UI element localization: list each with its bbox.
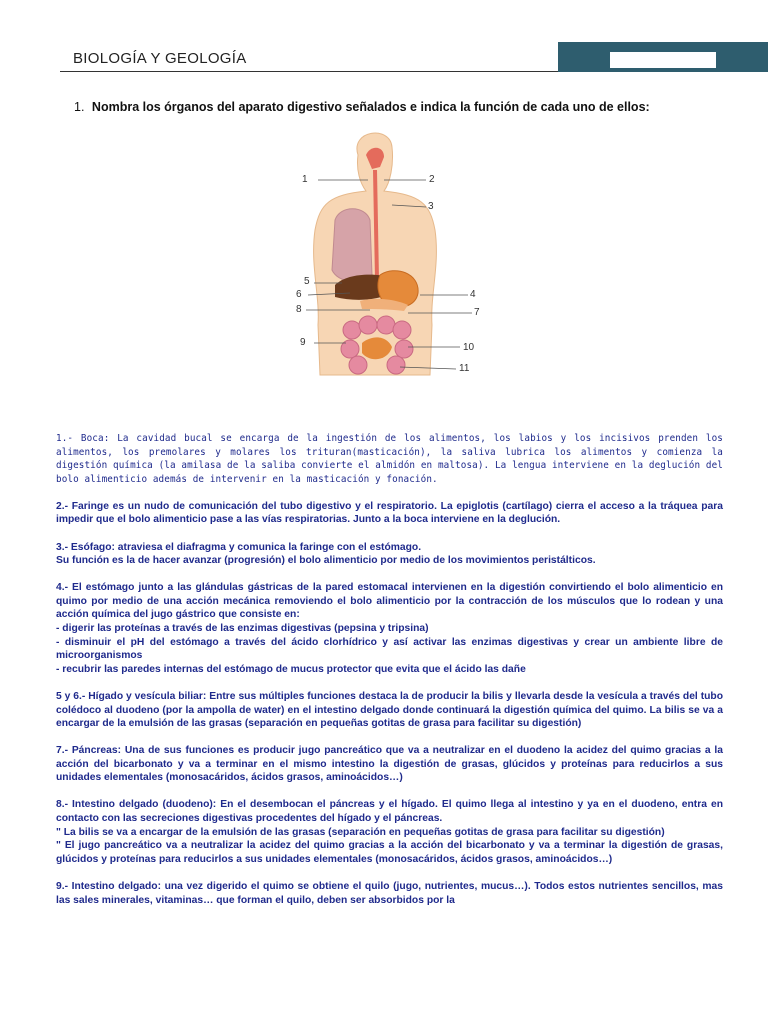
diagram-label-4: 4 (470, 289, 476, 300)
header-name-box (610, 52, 716, 68)
answer-4-bullet-3: - recubrir las paredes internas del estómago de mucus protector que evita que el ácido las dañe (56, 663, 526, 675)
answer-3 (56, 541, 723, 568)
diagram-label-5: 5 (304, 276, 310, 287)
diagram-label-7: 7 (474, 307, 480, 318)
answers-section (56, 432, 723, 921)
answer-5-6: 5 y 6.- Hígado y vesícula biliar: Entre sus múltiples funciones destaca la de producir la bilis y llevarla desde la vesícula a través del tubo colédoco al duodeno (por la ampolla de water) en el intestino delgado donde continuará la digestión química del quimo. La bilis se va a encargar de la emulsión de las grasas (separación en pequeñas gotitas de grasa para facilitar su digestión) (56, 690, 723, 730)
answer-8 (56, 798, 723, 866)
answer-2: 2.- Faringe es un nudo de comunicación del tubo digestivo y el respiratorio. La epiglotis (cartílago) cierra el acceso a la tráquea para impedir que el bolo alimenticio pase a las vías respiratorias. Junto a la boca interviene en la deglución. (56, 500, 723, 526)
answer-8-bullet-1: " La bilis se va a encargar de la emulsión de las grasas (separación en pequeñas gotitas de grasa para facilitar su digestión) (56, 826, 665, 838)
diagram-label-3: 3 (428, 201, 434, 212)
answer-4-bullet-1: - digerir las proteínas a través de las enzimas digestivas (pepsina y tripsina) (56, 623, 429, 635)
answer-4 (56, 581, 723, 676)
answer-4-bullet-2: - disminuir el pH del estómago a través del ácido clorhídrico y así activar las enzimas digestivas y crear un ambiente libre de microorganismos (56, 636, 723, 662)
answer-8-bullet-2: " El jugo pancreático va a neutralizar la acidez del quimo gracias a la acción del bicarbonato y va a terminar la digestión de grasas, glúcidos y proteínas para reducirlos a sus unidades elementales (monosacáridos, ácidos grasos, aminoácidos…) (56, 840, 723, 865)
diagram-label-1: 1 (302, 174, 308, 185)
diagram-label-11: 11 (459, 363, 470, 374)
answer-8-intro: 8.- Intestino delgado (duodeno): En el desembocan el páncreas y el hígado. El quimo llega al intestino y ya en el duodeno, entra en contacto con las secreciones digestivas procedentes del hígado y el páncreas. (56, 799, 723, 825)
subject-title: BIOLOGÍA Y GEOLOGÍA (73, 50, 247, 67)
answer-1: 1.- Boca: La cavidad bucal se encarga de la ingestión de los alimentos, los labios y los incisivos prenden los alimentos, los premolares y molares los trituran(masticación), la saliva lubrica los alimentos y comienza la digestión química (la amilasa de la saliba convierte el almidón en maltosa). La lengua interviene en la deglución del bolo alimenticio además de intervenir en la masticación y fonación. (56, 433, 723, 485)
diagram-label-2: 2 (429, 174, 435, 185)
diagram-label-8: 8 (296, 304, 302, 315)
answer-9: 9.- Intestino delgado: una vez digerido el quimo se obtiene el quilo (jugo, nutrientes, mucus…). Todos estos nutrientes sencillos, mas las sales minerales, vitaminas… que forman el quilo, deben ser absorbidos por la (56, 880, 723, 906)
answer-3-line-2: Su función es la de hacer avanzar (progresión) el bolo alimenticio por medio de los movimientos peristálticos. (56, 555, 596, 567)
digestive-system-diagram (280, 125, 500, 390)
diagram-label-10: 10 (463, 342, 475, 353)
question-1 (74, 100, 650, 114)
answer-7: 7.- Páncreas: Una de sus funciones es producir jugo pancreático que va a neutralizar en el duodeno la acidez del quimo gracias a la acción del bicarbonato y va a terminar en el mismo intestino la digestión de grasas, glúcidos y proteínas para reducirlos a sus unidades elementales (monosacáridos, ácidos grasos, aminoácidos…) (56, 745, 723, 784)
answer-3-line-1: 3.- Esófago: atraviesa el diafragma y comunica la faringe con el estómago. (56, 541, 422, 553)
question-number: 1. (74, 100, 85, 114)
diagram-label-6: 6 (296, 289, 302, 300)
answer-4-intro: 4.- El estómago junto a las glándulas gástricas de la pared estomacal intervienen en la digestión convirtiendo el bolo alimenticio en quimo por medio de una acción mecánica removiendo el bolo alimenticio por la contracción de los músculos que lo rodean y una acción química del jugo gástrico que consiste en: (56, 582, 723, 621)
question-text: Nombra los órganos del aparato digestivo señalados e indica la función de cada uno de ellos: (91, 100, 650, 114)
diagram-label-9: 9 (300, 337, 306, 348)
header-rule (60, 71, 558, 72)
